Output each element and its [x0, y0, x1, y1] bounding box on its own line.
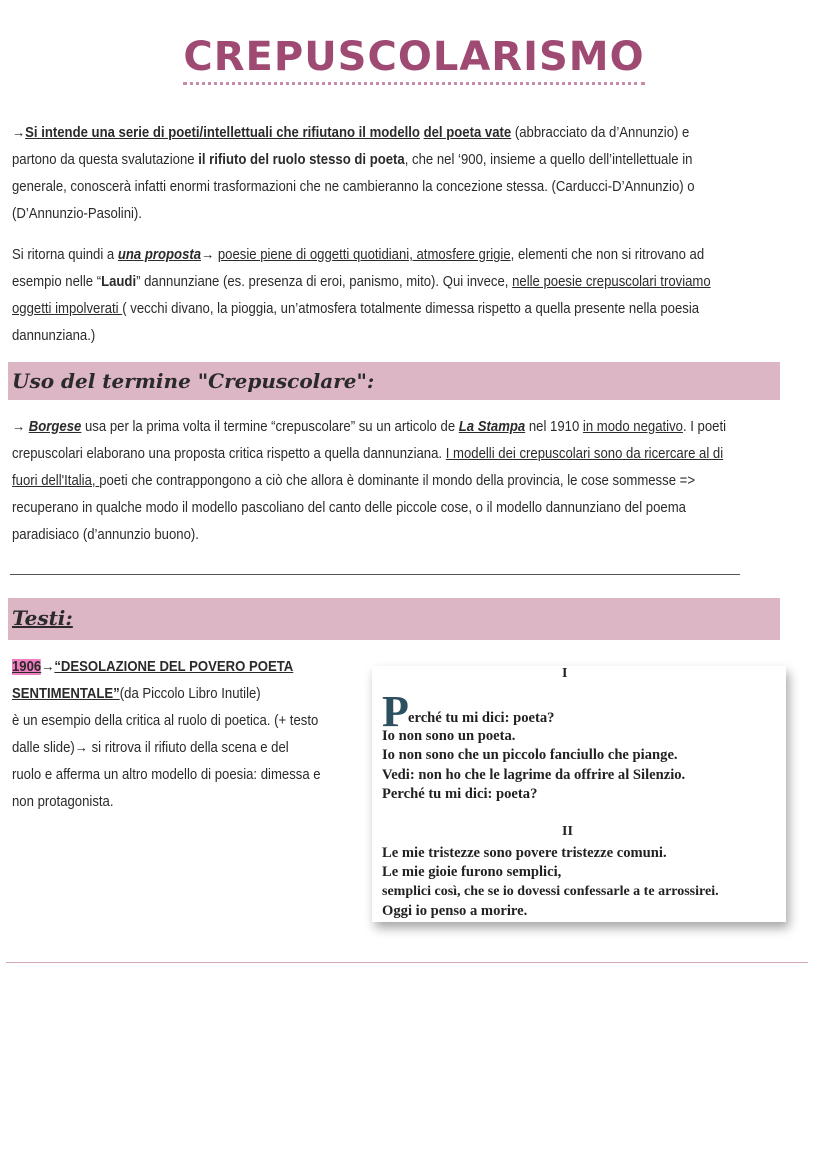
- poem-line: Oggi io penso a morire.: [382, 903, 528, 919]
- proposal-paragraph: Si ritorna quindi a una proposta→ poesie piene di oggetti quotidiani, atmosfere grigie, elementi che non si ritrovano ad esempio nelle “Laudi” dannunziane (es. presenza di eroi, panismo, mito). Qui invece, nelle poesie crepuscolari troviamo oggetti impolverati ( vecchi divano, la pioggia, un’atmosfera totalmente dimessa rispetto a quella presente nella poesia dannunziana.): [12, 247, 711, 344]
- poem-line: semplici così, che se io dovessi confessarle a te arrossirei.: [382, 884, 719, 899]
- poem-section-number: I: [562, 666, 568, 681]
- intro-paragraph: →Si intende una serie di poeti/intellettuali che rifiutano il modello del poeta vate (abbracciato da d’Annunzio) e partono da questa svalutazione il rifiuto del ruolo stesso di poeta, che nel ‘900, insieme a quello dell’intellettuale in generale, conoscerà infatti enormi trasformazioni che ne cambieranno la concezione stessa. (Carducci-D’Annunzio) o (D’Annunzio-Pasolini).: [12, 125, 695, 222]
- poem-line: Le mie gioie furono semplici,: [382, 864, 562, 880]
- poem-line: erché tu mi dici: poeta?: [408, 710, 555, 726]
- section-band-testi: [8, 598, 780, 640]
- arrow-icon: →: [12, 125, 26, 141]
- text-description: 1906→“DESOLAZIONE DEL POVERO POETA SENTIMENTALE”(da Piccolo Libro Inutile) è un esempio della critica al ruolo di poetica. (+ testo dalle slide)→ si ritrova il rifiuto della scena e del ruolo e afferma un altro modello di poesia: dimessa e non protagonista.: [12, 659, 321, 810]
- section-title-uso: Uso del termine "Crepuscolare":: [12, 369, 375, 393]
- poem-line: Io non sono un poeta.: [382, 728, 516, 744]
- poem-line: Perché tu mi dici: poeta?: [382, 786, 538, 802]
- poem-line: Io non sono che un piccolo fanciullo che piange.: [382, 747, 678, 763]
- page-title: CREPUSCOLARISMO: [0, 34, 828, 80]
- year-highlight: 1906: [12, 659, 42, 675]
- divider: [10, 574, 740, 575]
- poem-line: Le mie tristezze sono povere tristezze comuni.: [382, 845, 667, 861]
- poem-excerpt: [372, 666, 786, 922]
- poem-line: Vedi: non ho che le lagrime da offrire al Silenzio.: [382, 767, 686, 783]
- bottom-divider: [6, 962, 808, 963]
- section-title-testi: Testi:: [12, 606, 73, 630]
- drop-cap: P: [382, 687, 409, 736]
- uso-paragraph: → Borgese usa per la prima volta il termine “crepuscolare” su un articolo de La Stampa nel 1910 in modo negativo. I poeti crepuscolari elaborano una proposta critica rispetto a quella dannunziana. I modelli dei crepuscolari sono da ricercare al di fuori dell'Italia, poeti che contrappongono a ciò che allora è dominante il mondo della provincia, le cose sommesse => recuperano in qualche modo il modello pascoliano del canto delle piccole cose, o il modello dannunziano del poema paradisiaco (d’annunzio buono).: [12, 419, 727, 543]
- poem-section-number: II: [562, 824, 573, 839]
